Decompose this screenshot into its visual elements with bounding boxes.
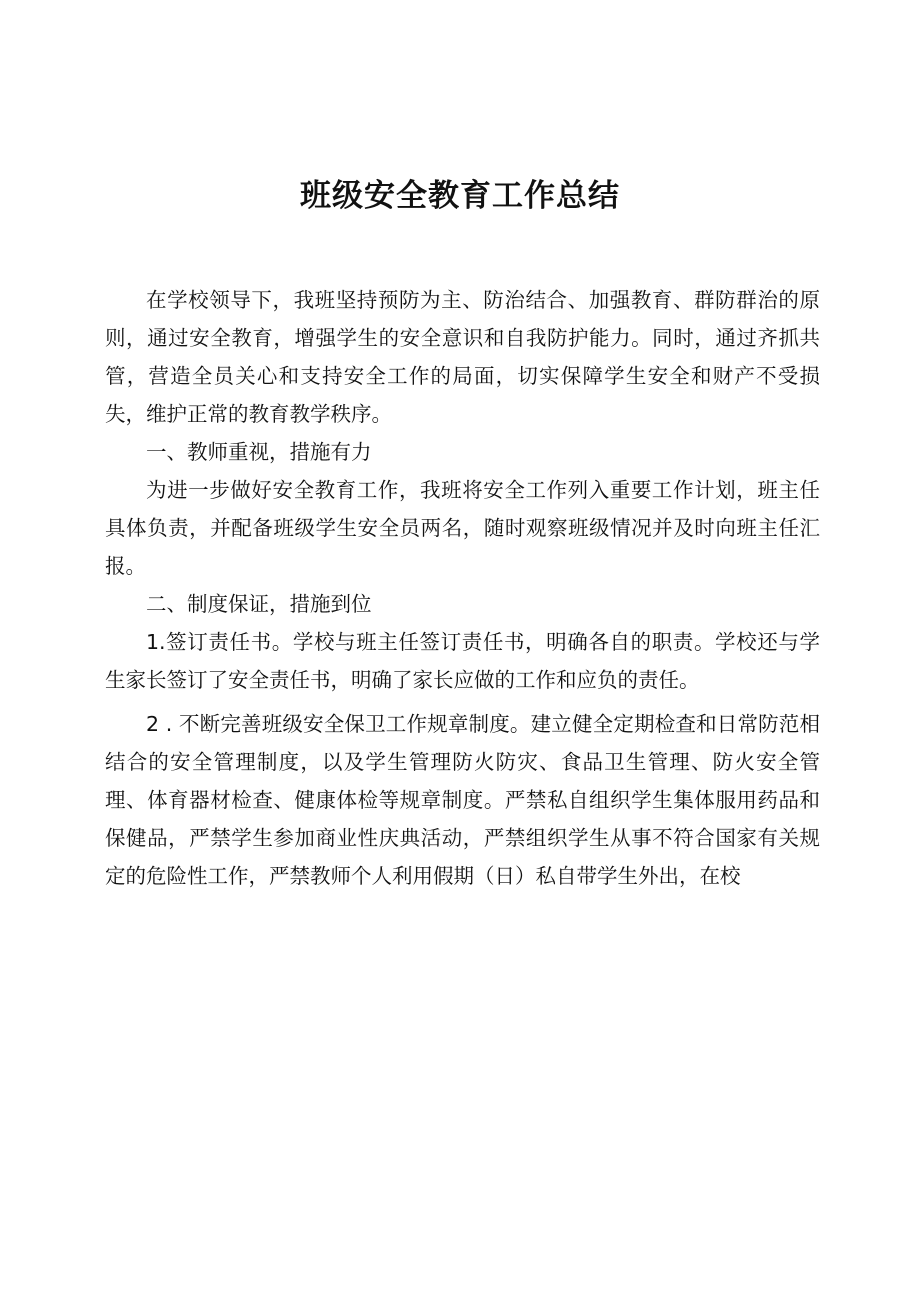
intro-paragraph: 在学校领导下，我班坚持预防为主、防治结合、加强教育、群防群治的原则，通过安全教育，增强学生的安全意识和自我防护能力。同时，通过齐抓共管，营造全员关心和支持安全工作的局面，切实保障学生安全和财产不受损失，维护正常的教育教学秩序。 [105, 288, 820, 426]
section-2-item-2: 2 . 不断完善班级安全保卫工作规章制度。建立健全定期检查和日常防范相结合的安全管理制度，以及学生管理防火防灾、食品卫生管理、防火安全管理、体育器材检查、健康体检等规章制度。严禁私自组织学生集体服用药品和保健品，严禁学生参加商业性庆典活动，严禁组织学生从事不符合国家有关规定的危险性工作，严禁教师个人利用假期（日）私自带学生外出，在校 [105, 712, 820, 888]
document-title: 班级安全教育工作总结 [300, 178, 620, 214]
document-body [105, 281, 820, 895]
section-1-heading: 一、教师重视，措施有力 [146, 440, 372, 464]
section-1-paragraph: 为进一步做好安全教育工作，我班将安全工作列入重要工作计划，班主任具体负责，并配备班级学生安全员两名，随时观察班级情况并及时向班主任汇报。 [105, 478, 820, 578]
section-2-item-1: 1.签订责任书。学校与班主任签订责任书，明确各自的职责。学校还与学生家长签订了安全责任书，明确了家长应做的工作和应负的责任。 [105, 630, 820, 692]
section-2-heading: 二、制度保证，措施到位 [146, 592, 372, 616]
